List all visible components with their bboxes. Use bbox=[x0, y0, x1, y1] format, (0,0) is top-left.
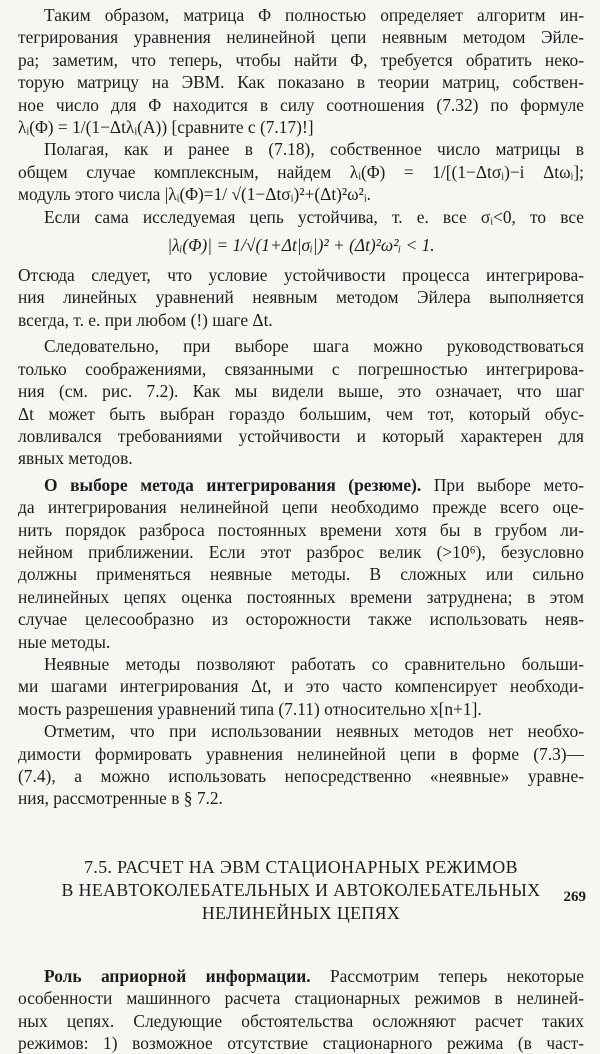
text-line bbox=[18, 474, 584, 496]
text-line: ния линейных уравнений неявным методом Эйлера выполняется bbox=[18, 287, 584, 308]
text-line: режимов: 1) возможное отсутствие стационарного режима (в част- bbox=[18, 1033, 584, 1054]
paragraph-eigenvalue bbox=[18, 138, 584, 205]
paragraph-matrix-phi bbox=[18, 4, 584, 138]
text-line: ния, рассмотренные в § 7.2. bbox=[18, 788, 223, 809]
paragraph-heading: Роль априорной информации. bbox=[44, 965, 311, 986]
text-line: общем случае комплексным, найдем λᵢ(Φ) = 1/[(1−Δtσᵢ)−i Δtωᵢ]; bbox=[18, 161, 584, 182]
text-line: тегрирования уравнения нелинейной цепи неявным методом Эйле- bbox=[18, 27, 584, 48]
text-line bbox=[18, 965, 584, 987]
text-line: ные методы. bbox=[18, 631, 111, 652]
text-line: ния (см. рис. 7.2). Как мы видели выше, это означает, что шаг bbox=[18, 381, 584, 402]
paragraph-method-summary bbox=[18, 474, 584, 653]
text-line: (7.4), а можно использовать непосредственно «неявные» уравне- bbox=[18, 766, 584, 786]
text-line: ловливался требованиями устойчивости и который характерен для bbox=[18, 425, 584, 446]
text-fragment: При выборе мето- bbox=[421, 474, 584, 495]
paragraph-conclusion bbox=[18, 264, 584, 331]
summary-heading: О выборе метода интегрирования (резюме). bbox=[44, 474, 422, 495]
text-line: ми шагами интегрирования Δt, и это часто компенсирует необходи- bbox=[18, 676, 584, 697]
text-line: явных методов. bbox=[18, 448, 133, 469]
paragraph-implicit-methods bbox=[18, 653, 584, 720]
paragraph-stability-condition bbox=[18, 206, 584, 228]
display-formula: |λᵢ(Φ)| = 1/√(1+Δt|σᵢ|)² + (Δt)²ω²ᵢ < 1. bbox=[167, 235, 435, 256]
text-line: да интегрирования нелинейной цепи необходимо прежде всего оце- bbox=[18, 497, 584, 518]
text-line: димости формировать уравнения нелинейной цепи в форме (7.3)— bbox=[18, 743, 584, 764]
section-heading-line: В НЕАВТОКОЛЕБАТЕЛЬНЫХ И АВТОКОЛЕБАТЕЛЬНЫХ bbox=[61, 879, 541, 900]
paragraph-step-choice bbox=[18, 335, 584, 469]
section-heading-line: 7.5. РАСЧЕТ НА ЭВМ СТАЦИОНАРНЫХ РЕЖИМОВ bbox=[84, 856, 518, 877]
text-line: случае целесообразно из осторожности также использовать неяв- bbox=[18, 609, 584, 630]
text-line: ных цепях. Следующие обстоятельства осложняют расчет таких bbox=[18, 1010, 584, 1031]
text-line: Следовательно, при выборе шага можно руководствоваться bbox=[44, 336, 584, 357]
text-line: особенности машинного расчета стационарных режимов в нелиней- bbox=[18, 988, 584, 1009]
text-line: λᵢ(Φ) = 1/(1−Δtλᵢ(A)) [сравните с (7.17)!] bbox=[18, 117, 314, 138]
text-fragment: Рассмотрим теперь некоторые bbox=[310, 965, 584, 986]
page-number: 269 bbox=[563, 889, 586, 905]
text-line: Δt может быть выбран гораздо большим, чем тот, который обус- bbox=[18, 403, 584, 424]
text-line: Неявные методы позволяют работать со сравнительно больши- bbox=[44, 653, 584, 674]
text-line: Отсюда следует, что условие устойчивости процесса интегрирова- bbox=[18, 265, 584, 286]
section-heading bbox=[18, 856, 584, 925]
text-line: только соображениями, связанными с погрешностью интегрирова- bbox=[18, 358, 584, 379]
text-line: мость разрешения уравнений типа (7.11) относительно x[n+1]. bbox=[18, 698, 482, 719]
text-line: торую матрицу на ЭВМ. Как показано в теории матриц, собствен- bbox=[18, 72, 584, 93]
text-line: Полагая, как и ранее в (7.18), собственное число матрицы в bbox=[44, 139, 584, 160]
document-page bbox=[18, 4, 584, 1054]
text-line: всегда, т. е. при любом (!) шаге Δt. bbox=[18, 309, 273, 330]
paragraph-a-priori-information bbox=[18, 965, 584, 1054]
text-line: ра; заметим, что теперь, чтобы найти Φ, требуется обратить неко- bbox=[18, 49, 584, 70]
text-line: Таким образом, матрица Φ полностью определяет алгоритм ин- bbox=[44, 5, 584, 25]
text-line: нелинейных цепях оценка постоянных времени затруднена; в этом bbox=[18, 586, 584, 607]
text-line: должны применяться неявные методы. В сложных или сильно bbox=[18, 564, 584, 585]
text-line: нить порядок разброса постоянных времени хотя бы в грубом ли- bbox=[18, 519, 584, 540]
text-line: модуль этого числа |λᵢ(Φ)=1/ √(1−Δtσᵢ)²+(Δt)²ω²ᵢ. bbox=[18, 184, 372, 205]
text-line: ное число для Φ находится в силу соотношения (7.32) по формуле bbox=[18, 94, 584, 115]
text-line: нейном приближении. Если этот разброс велик (>10⁶), безусловно bbox=[18, 541, 584, 562]
text-line: Отметим, что при использовании неявных методов нет необхо- bbox=[44, 721, 584, 742]
text-line: Если сама исследуемая цепь устойчива, т. е. все σᵢ<0, то все bbox=[44, 206, 584, 227]
section-heading-line: НЕЛИНЕЙНЫХ ЦЕПЯХ bbox=[201, 902, 401, 923]
paragraph-note bbox=[18, 720, 584, 810]
